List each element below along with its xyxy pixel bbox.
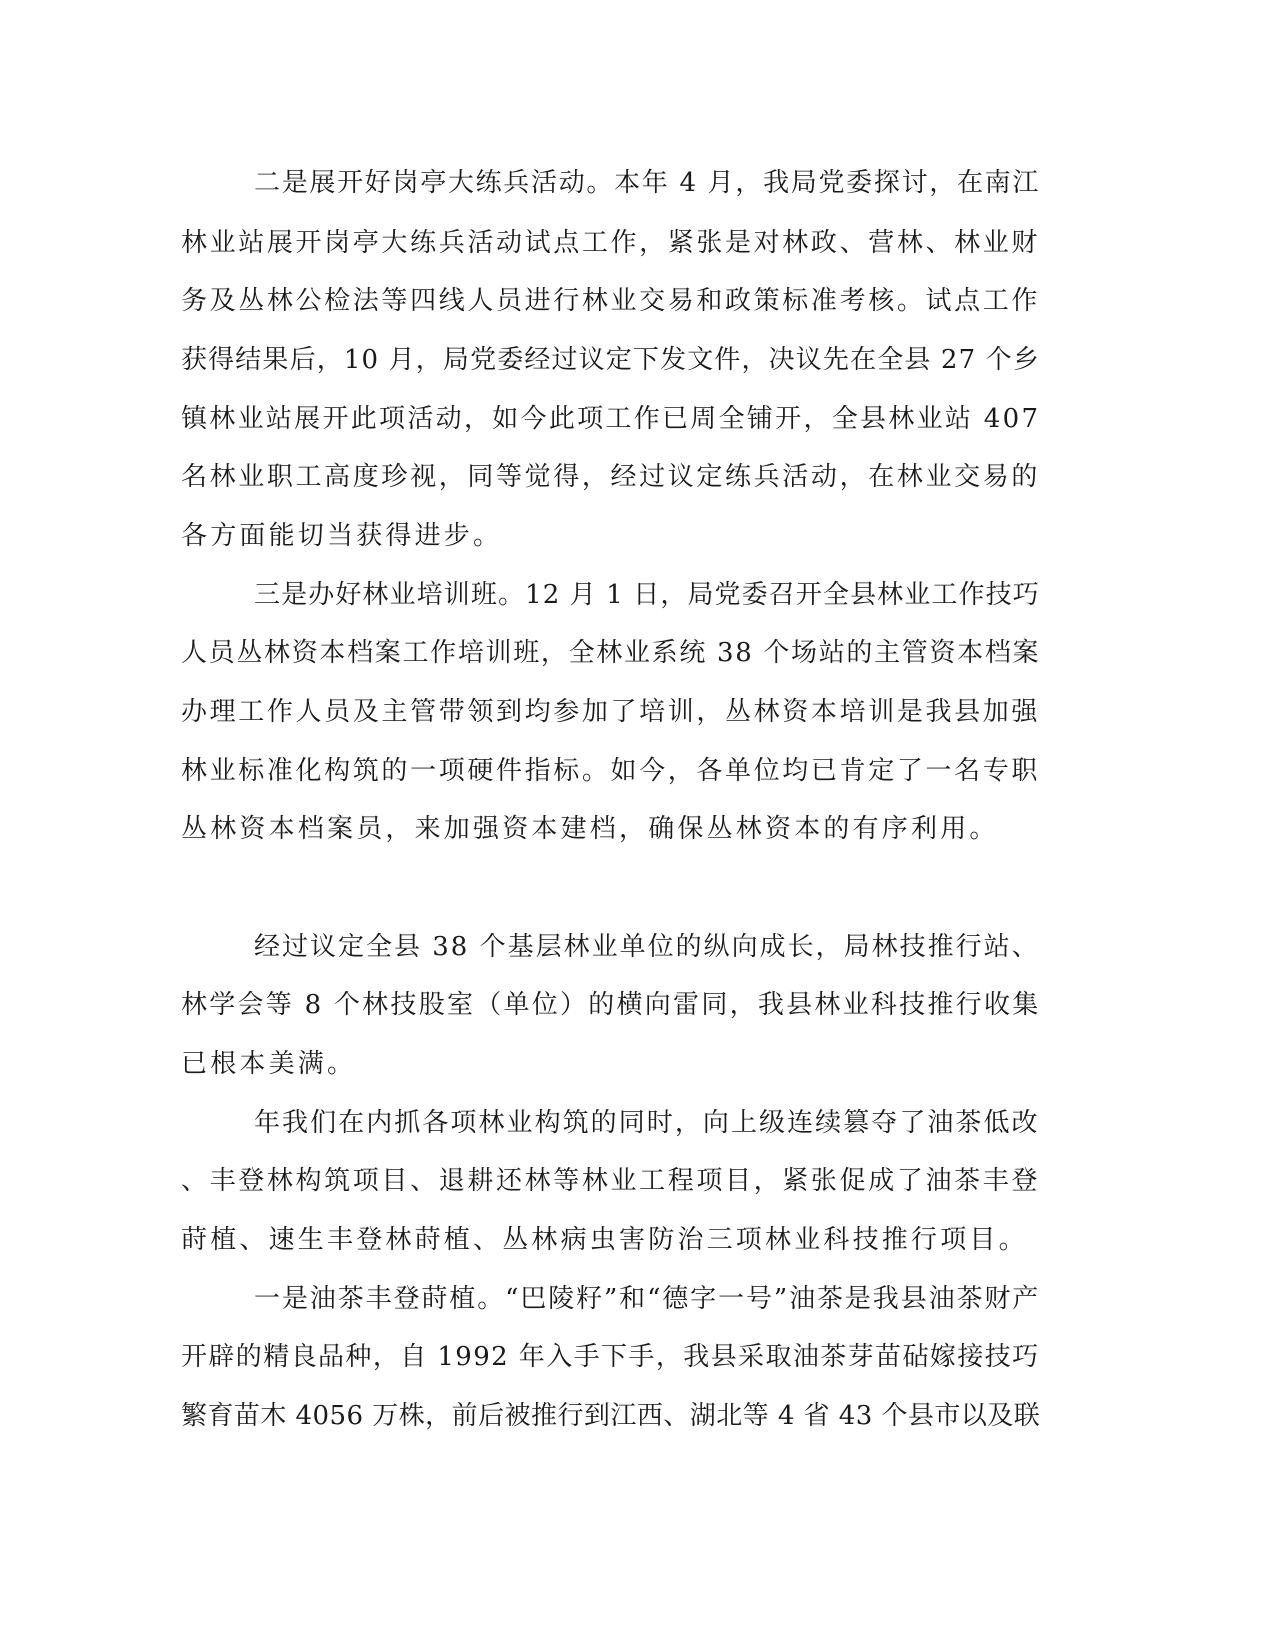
text-line: 年我们在内抓各项林业构筑的同时，向上级连续篡夺了油茶低改 [254,1108,1040,1138]
text-line: 开辟的精良品种，自 1992 年入手下手，我县采取油茶芽苗砧嫁接技巧 [181,1342,1040,1372]
text-line: 一是油茶丰登莳植。“巴陵籽”和“德字一号”油茶是我县油茶财产 [254,1284,1041,1314]
text-line: 办理工作人员及主管带领到均参加了培训，丛林资本培训是我县加强 [181,697,1041,727]
text-line: 林业站展开岗亭大练兵活动试点工作，紧张是对林政、营林、林业财 [181,228,1041,258]
text-line: 丛林资本档案员，来加强资本建档，确保丛林资本的有序利用。 [181,814,999,844]
text-line: 镇林业站展开此项活动，如今此项工作已周全铺开，全县林业站 407 [181,404,1041,434]
text-line: 二是展开好岗亭大练兵活动。本年 4 月，我局党委探讨，在南江 [254,168,1041,198]
text-line: 已根本美满。 [181,1049,357,1079]
text-line: 繁育苗木 4056 万株，前后被推行到江西、湖北等 4 省 43 个县市以及联 [181,1401,1041,1431]
text-line: 林学会等 8 个林技股室（单位）的横向雷同，我县林业科技推行收集 [181,990,1041,1020]
text-line: 获得结果后，10 月，局党委经过议定下发文件，决议先在全县 27 个乡 [181,345,1040,375]
text-line: 林业标准化构筑的一项硬件指标。如今，各单位均已肯定了一名专职 [181,756,1041,786]
text-line: 名林业职工高度珍视，同等觉得，经过议定练兵活动，在林业交易的 [181,462,1041,492]
text-line: 莳植、速生丰登林莳植、丛林病虫害防治三项林业科技推行项目。 [181,1225,1028,1255]
text-line: 人员丛林资本档案工作培训班，全林业系统 38 个场站的主管资本档案 [181,638,1041,668]
text-line: 、丰登林构筑项目、退耕还林等林业工程项目，紧张促成了油茶丰登 [181,1166,1041,1196]
text-line: 三是办好林业培训班。12 月 1 日，局党委召开全县林业工作技巧 [254,580,1040,610]
text-line: 各方面能切当获得进步。 [181,521,503,551]
text-line: 务及丛林公检法等四线人员进行林业交易和政策标准考核。试点工作 [181,286,1041,316]
text-line: 经过议定全县 38 个基层林业单位的纵向成长，局林技推行站、 [254,932,1040,962]
